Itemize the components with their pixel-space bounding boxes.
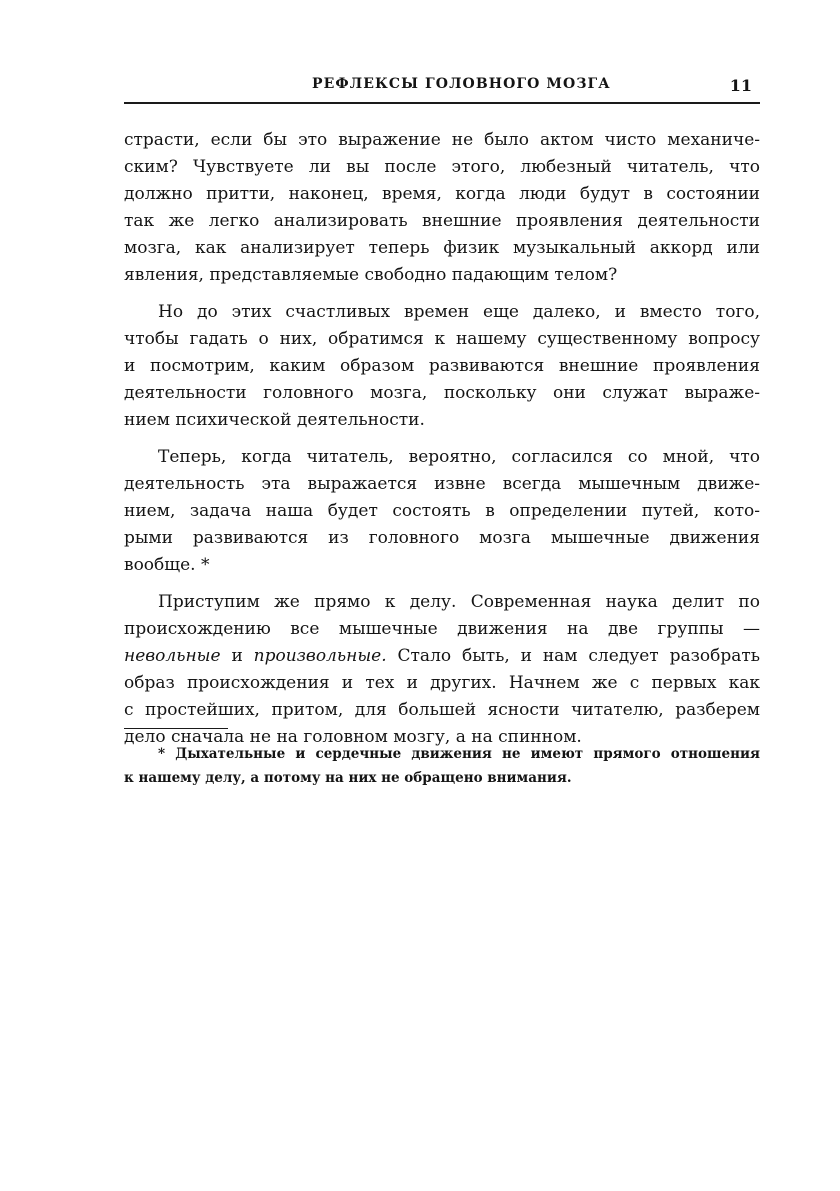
- text-line: страсти, если бы это выражение не было актом чисто механиче-: [124, 130, 760, 150]
- text-line: Но до этих счастливых времен еще далеко, и вместо того,: [158, 302, 760, 322]
- text-line: рыми развиваются из головного мозга мышечные движения: [124, 528, 760, 548]
- text-line: должно притти, наконец, время, когда люди будут в состоянии: [124, 184, 760, 204]
- paragraph-4: [124, 589, 760, 751]
- running-title: РЕФЛЕКСЫ ГОЛОВНОГО МОЗГА: [312, 76, 611, 92]
- paragraph-1: [124, 127, 760, 289]
- text-line: так же легко анализировать внешние проявления деятельности: [124, 211, 760, 231]
- header-rule: [124, 102, 760, 104]
- running-header: [124, 72, 760, 102]
- text-line: и посмотрим, каким образом развиваются внешние проявления: [124, 356, 760, 376]
- text-line: нием, задача наша будет состоять в определении путей, кото-: [124, 501, 760, 521]
- text-line: деятельности головного мозга, поскольку они служат выраже-: [124, 383, 760, 403]
- text-line: ским? Чувствуете ли вы после этого, любезный читатель, что: [124, 157, 760, 177]
- paragraph-2: [124, 299, 760, 434]
- text-line: происхождению все мышечные движения на две группы —: [124, 619, 760, 639]
- body-text: [124, 127, 760, 761]
- footnote-line: к нашему делу, а потому на них не обращено внимания.: [124, 770, 572, 786]
- text-line: образ происхождения и тех и других. Начнем же с первых как: [124, 673, 760, 693]
- text-line: деятельность эта выражается извне всегда мышечным движе-: [124, 474, 760, 494]
- footnote: [124, 742, 760, 790]
- footnote-rule: [124, 728, 228, 729]
- paragraph-3: [124, 444, 760, 579]
- italic-term: произвольные.: [253, 646, 387, 666]
- text-line: явления, представляемые свободно падающим телом?: [124, 265, 618, 285]
- text-line: вообще. *: [124, 555, 210, 575]
- text-line: чтобы гадать о них, обратимся к нашему существенному вопросу: [124, 329, 760, 349]
- line-rest: Стало быть, и нам следует разобрать: [386, 646, 761, 666]
- footnote-line: * Дыхательные и сердечные движения не имеют прямого отношения: [158, 746, 760, 762]
- text-line: дело сначала не на головном мозгу, а на спинном.: [124, 727, 582, 747]
- text-line: нием психической деятельности.: [124, 410, 425, 430]
- text-line-with-italics: [124, 643, 760, 670]
- text-line: Приступим же прямо к делу. Современная наука делит по: [158, 592, 760, 612]
- text-line: мозга, как анализирует теперь физик музыкальный аккорд или: [124, 238, 760, 258]
- conjunction: и: [220, 646, 254, 666]
- italic-term: невольные: [124, 646, 221, 666]
- page-number: 11: [729, 76, 752, 95]
- text-line: с простейших, притом, для большей ясности читателю, разберем: [124, 700, 760, 720]
- text-line: Теперь, когда читатель, вероятно, согласился со мной, что: [158, 447, 760, 467]
